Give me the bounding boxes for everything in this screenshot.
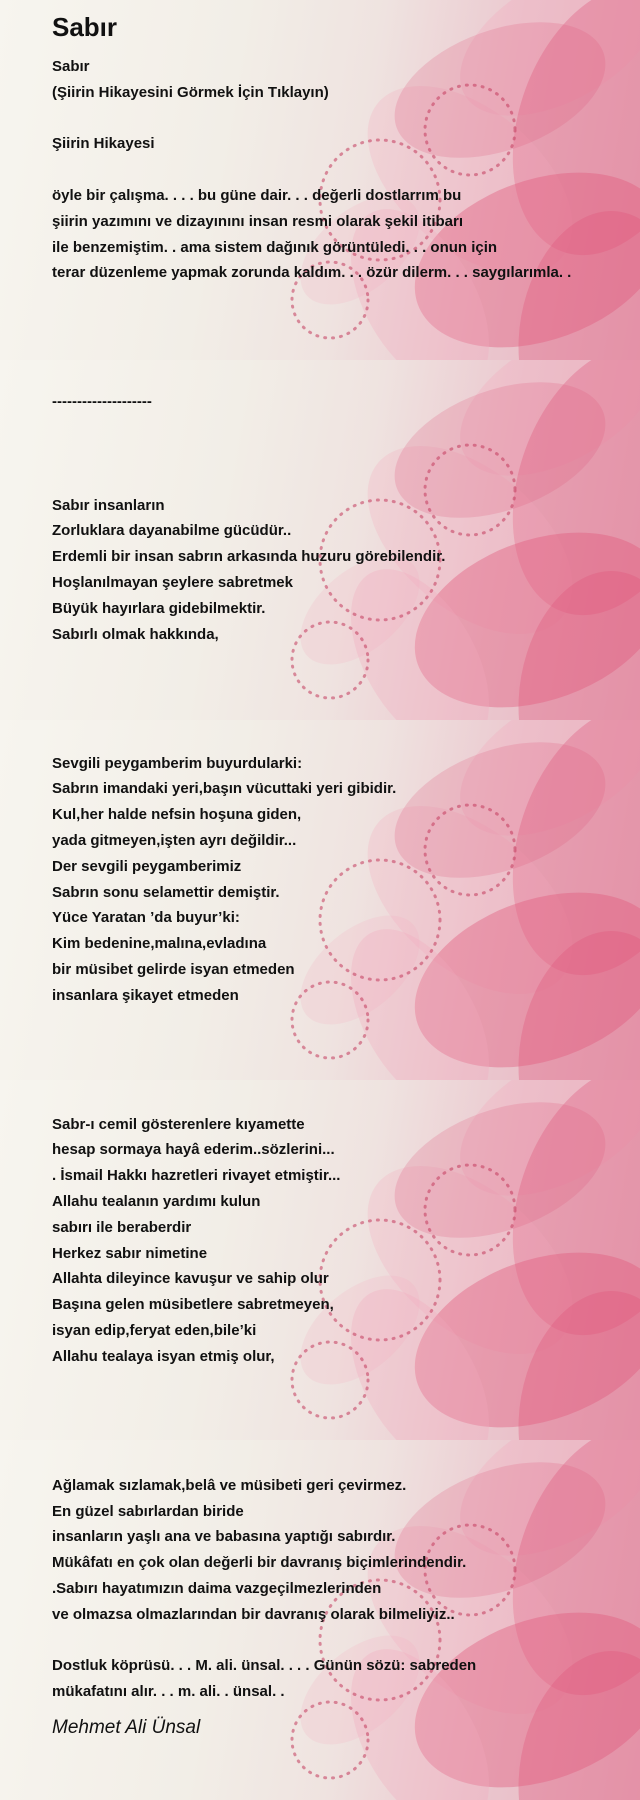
- poem-line: [52, 1447, 632, 1473]
- poem-line: Şiirin Hikayesi: [52, 135, 155, 153]
- poem-line: Sabır insanların: [52, 496, 165, 514]
- poem-line: [52, 286, 632, 312]
- poem-line: Sabr-ı cemil gösterenlere kıyamette: [52, 1115, 305, 1133]
- poem-line: Der sevgili peygamberimiz: [52, 857, 242, 875]
- poem-line: Dostluk köprüsü. . . M. ali. ünsal. . . . Günün sözü: sabreden: [52, 1657, 477, 1675]
- poem-line: sabırı ile beraberdir: [52, 1218, 192, 1236]
- poem-line: isyan edip,feryat eden,bile’ki: [52, 1322, 257, 1340]
- poem-line: Ağlamak sızlamak,belâ ve müsibeti geri çevirmez.: [52, 1476, 407, 1494]
- poem-line: [52, 157, 632, 183]
- poem-line: Yüce Yaratan ’da buyur’ki:: [52, 909, 240, 927]
- poem-line: Mükâfatı en çok olan değerli bir davranış biçimlerindendir.: [52, 1554, 467, 1572]
- poem-line: [52, 1628, 632, 1654]
- poem-line: . İsmail Hakkı hazretleri rivayet etmiştir...: [52, 1167, 341, 1185]
- poem-line: [52, 338, 632, 364]
- poem-line: Zorluklara dayanabilme gücüdür..: [52, 522, 292, 540]
- poem-line: [52, 441, 632, 467]
- poem-line: [52, 106, 632, 132]
- poem-line: Allahu tealanın yardımı kulun: [52, 1193, 261, 1211]
- poem-line: şiirin yazımını ve dizayınını insan resmi olarak şekil itibarı: [52, 212, 463, 230]
- poem-line: .Sabırı hayatımızın daima vazgeçilmezlerinden: [52, 1580, 382, 1598]
- poem-line: Başına gelen müsibetlere sabretmeyen,: [52, 1296, 334, 1314]
- poem-line: [52, 1034, 632, 1060]
- poem-line: yada gitmeyen,işten ayrı değildir...: [52, 831, 297, 849]
- poem-line: öyle bir çalışma. . . . bu güne dair. . . değerli dostlarrım bu: [52, 186, 462, 204]
- poem-line: [52, 467, 632, 493]
- poem-line: ile benzemiştim. . ama sistem dağınık görüntüledi. . . onun için: [52, 238, 498, 256]
- poem-card: [52, 8, 632, 1741]
- poem-line: Hoşlanılmayan şeylere sabretmek: [52, 573, 293, 591]
- poem-line: [52, 1060, 632, 1086]
- poem-line: [52, 699, 632, 725]
- poem-line: Kul,her halde nefsin hoşuna giden,: [52, 806, 302, 824]
- page-title: Sabır: [52, 12, 118, 42]
- poem-line: Büyük hayırlara gidebilmektir.: [52, 599, 266, 617]
- poem-line: insanlara şikayet etmeden: [52, 986, 239, 1004]
- poem-name: Sabır: [52, 58, 90, 75]
- poem-line: Sabırlı olmak hakkında,: [52, 625, 219, 643]
- poem-line: [52, 1370, 632, 1396]
- poem-line: [52, 725, 632, 751]
- poem-line: Sabrın imandaki yeri,başın vücuttaki yeri gibidir.: [52, 780, 397, 798]
- poem-body: [52, 106, 632, 1705]
- poem-line: insanların yaşlı ana ve babasına yaptığı sabırdır.: [52, 1528, 396, 1546]
- poem-line: [52, 1421, 632, 1447]
- poem-line: [52, 1395, 632, 1421]
- poem-line: bir müsibet gelirde isyan etmeden: [52, 960, 295, 978]
- poem-line: Allahu tealaya isyan etmiş olur,: [52, 1347, 275, 1365]
- poem-line: [52, 312, 632, 338]
- poem-line: mükafatını alır. . . m. ali. . ünsal. .: [52, 1683, 285, 1701]
- poem-line: Sabrın sonu selamettir demiştir.: [52, 883, 280, 901]
- poem-line: Sevgili peygamberim buyurdularki:: [52, 754, 303, 772]
- poem-line: [52, 364, 632, 390]
- poem-line: terar düzenleme yapmak zorunda kaldım. . . özür dilerm. . . saygılarımla. .: [52, 264, 572, 282]
- poem-line: --------------------: [52, 393, 152, 411]
- poem-line: Kim bedenine,malına,evladına: [52, 935, 267, 953]
- poem-line: Herkez sabır nimetine: [52, 1244, 208, 1262]
- poem-line: hesap sormaya hayâ ederim..sözlerini...: [52, 1141, 335, 1159]
- poem-line: [52, 1008, 632, 1034]
- poem-line: [52, 673, 632, 699]
- poem-line: ve olmazsa olmazlarından bir davranış olarak bilmeliyiz..: [52, 1605, 455, 1623]
- poem-line: [52, 415, 632, 441]
- poem-line: Erdemli bir insan sabrın arkasında huzuru görebilendir.: [52, 548, 446, 566]
- author-name[interactable]: Mehmet Ali Ünsal: [52, 1717, 201, 1738]
- poem-line: [52, 647, 632, 673]
- poem-line: [52, 1086, 632, 1112]
- story-link[interactable]: (Şiirin Hikayesini Görmek İçin Tıklayın): [52, 83, 329, 101]
- poem-line: Allahta dileyince kavuşur ve sahip olur: [52, 1270, 329, 1288]
- poem-line: En güzel sabırlardan biride: [52, 1502, 244, 1520]
